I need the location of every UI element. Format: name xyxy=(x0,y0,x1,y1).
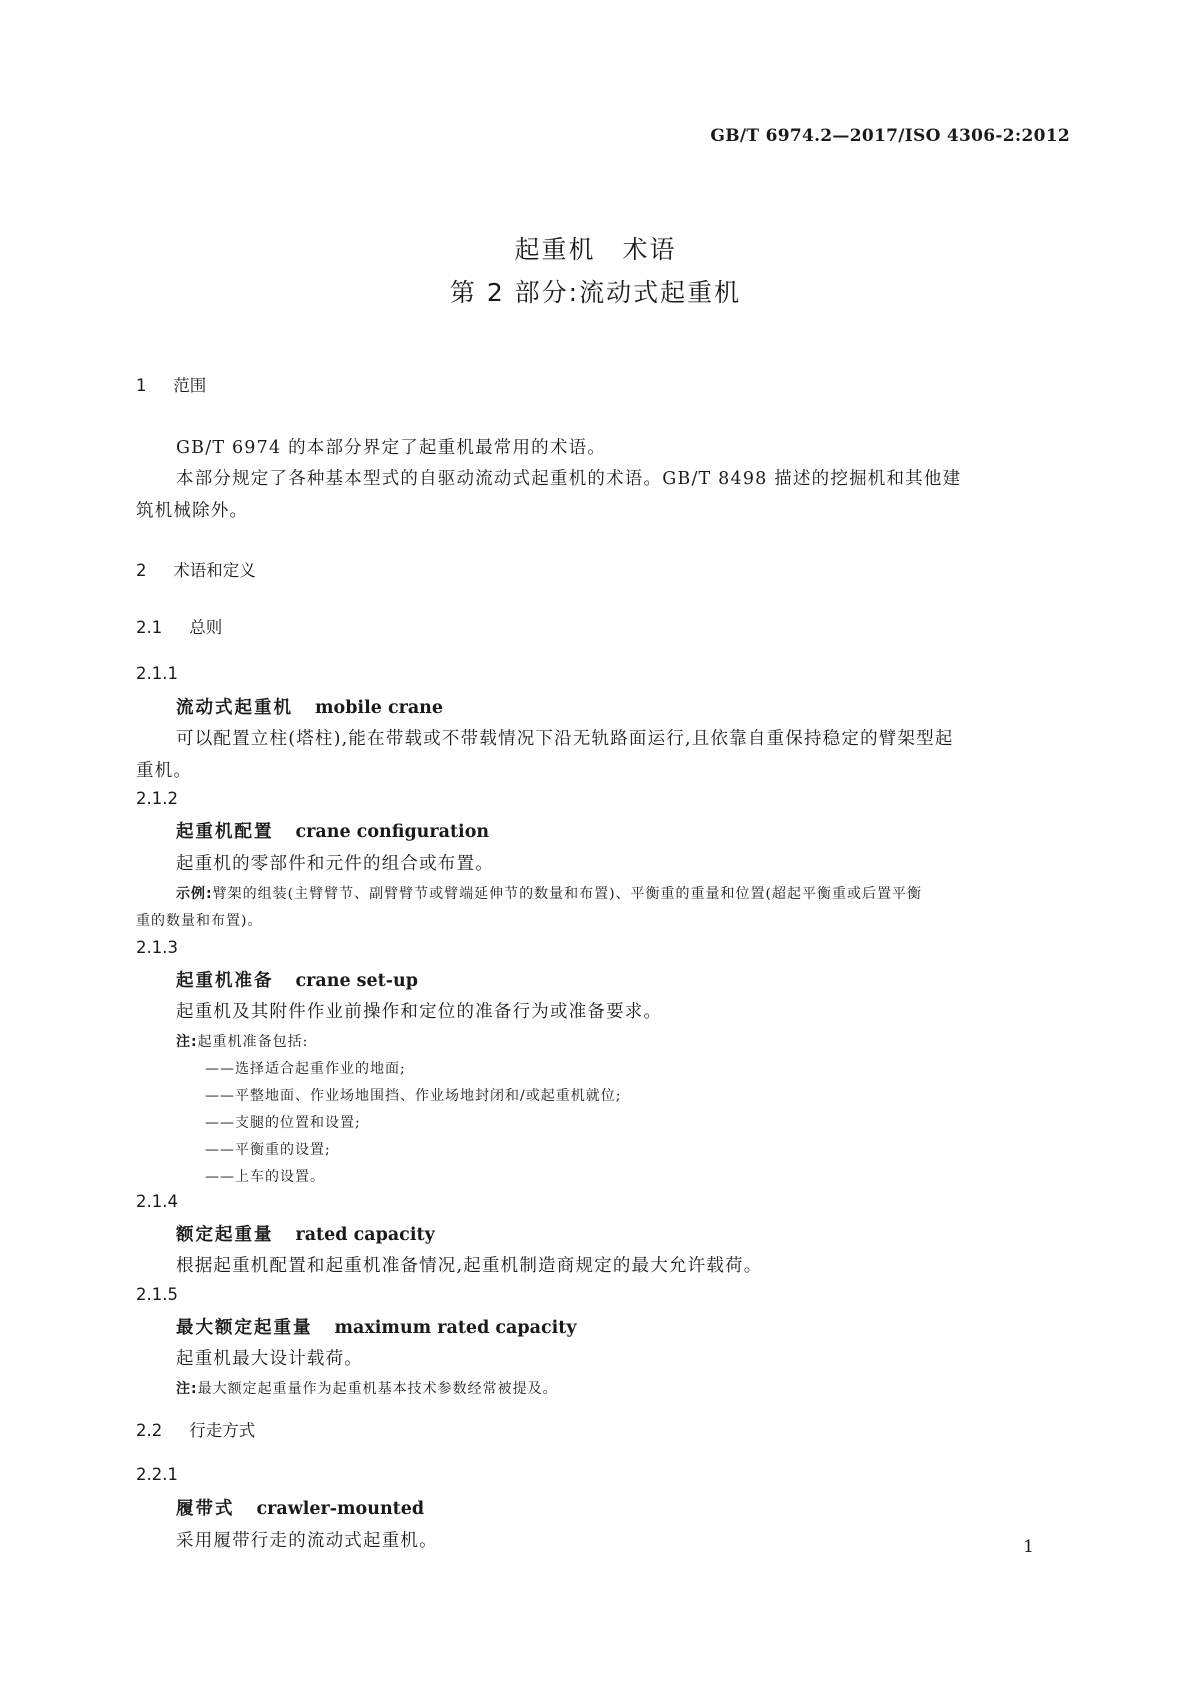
note-label: 注: xyxy=(176,1381,198,1397)
section-2-2-heading xyxy=(136,1417,255,1441)
term-number-2-1-1: 2.1.1 xyxy=(136,664,178,683)
scope-paragraph-1: GB/T 6974 的本部分界定了起重机最常用的术语。 xyxy=(176,438,606,458)
term-2-2-1 xyxy=(176,1495,424,1520)
term-2-1-5 xyxy=(176,1314,577,1339)
section-number: 2.1 xyxy=(136,618,163,637)
example-label: 示例: xyxy=(176,886,213,902)
term-en: mobile crane xyxy=(315,698,444,718)
example-line-1: 示例:臂架的组装(主臂臂节、副臂臂节或臂端延伸节的数量和布置)、平衡重的重量和位置(超起平衡重或后置平衡 xyxy=(176,886,922,902)
example-line-2: 重的数量和布置)。 xyxy=(136,913,263,929)
term-definition-line-1: 可以配置立柱(塔柱),能在带载或不带载情况下沿无轨路面运行,且依靠自重保持稳定的臂架型起 xyxy=(176,729,954,749)
scope-paragraph-2-line-1: 本部分规定了各种基本型式的自驱动流动式起重机的术语。GB/T 8498 描述的挖掘机和其他建 xyxy=(176,469,962,489)
scope-paragraph-2-line-2: 筑机械除外。 xyxy=(136,501,249,521)
section-2-1-heading xyxy=(136,614,222,638)
note-list-item: ——平衡重的设置; xyxy=(205,1142,331,1158)
term-en: rated capacity xyxy=(295,1225,435,1245)
term-zh: 额定起重量 xyxy=(176,1225,274,1245)
term-number-2-1-4: 2.1.4 xyxy=(136,1192,178,1211)
note-list-item: ——上车的设置。 xyxy=(205,1169,325,1185)
term-number-2-2-1: 2.2.1 xyxy=(136,1465,178,1484)
document-subtitle: 第 2 部分:流动式起重机 xyxy=(449,278,742,307)
term-zh: 流动式起重机 xyxy=(176,698,293,718)
section-number: 2 xyxy=(136,561,147,580)
section-2-heading xyxy=(136,557,256,581)
term-en: crawler-mounted xyxy=(256,1499,425,1519)
term-zh: 最大额定起重量 xyxy=(176,1318,313,1338)
section-1-heading xyxy=(136,372,206,396)
term-2-1-2 xyxy=(176,818,489,843)
term-definition: 起重机的零部件和元件的组合或布置。 xyxy=(176,854,494,874)
term-zh: 起重机配置 xyxy=(176,822,274,842)
term-number-2-1-3: 2.1.3 xyxy=(136,938,178,957)
term-number-2-1-2: 2.1.2 xyxy=(136,789,178,808)
section-title: 范围 xyxy=(173,376,207,395)
section-title: 总则 xyxy=(189,618,223,637)
note-line: 注:起重机准备包括: xyxy=(176,1034,309,1050)
term-definition: 起重机最大设计载荷。 xyxy=(176,1349,363,1369)
section-title: 术语和定义 xyxy=(173,561,256,580)
note-label: 注: xyxy=(176,1034,198,1050)
standard-code-header: GB/T 6974.2—2017/ISO 4306-2:2012 xyxy=(710,126,1070,146)
note-list-item: ——选择适合起重作业的地面; xyxy=(205,1061,406,1077)
term-definition: 采用履带行走的流动式起重机。 xyxy=(176,1531,438,1551)
term-2-1-1 xyxy=(176,694,443,719)
term-en: maximum rated capacity xyxy=(334,1318,577,1338)
term-zh: 起重机准备 xyxy=(176,971,274,991)
page-number: 1 xyxy=(1023,1537,1034,1557)
term-definition-line-2: 重机。 xyxy=(136,761,193,781)
term-definition: 根据起重机配置和起重机准备情况,起重机制造商规定的最大允许载荷。 xyxy=(176,1256,763,1276)
term-en: crane configuration xyxy=(295,822,490,842)
term-number-2-1-5: 2.1.5 xyxy=(136,1285,178,1304)
note-list-item: ——支腿的位置和设置; xyxy=(205,1115,361,1131)
note-list-item: ——平整地面、作业场地围挡、作业场地封闭和/或起重机就位; xyxy=(205,1088,622,1104)
term-2-1-4 xyxy=(176,1221,435,1246)
term-definition: 起重机及其附件作业前操作和定位的准备行为或准备要求。 xyxy=(176,1002,663,1022)
term-en: crane set-up xyxy=(295,971,418,991)
section-title: 行走方式 xyxy=(189,1421,256,1440)
section-number: 1 xyxy=(136,376,147,395)
document-title: 起重机 术语 xyxy=(514,235,677,264)
term-zh: 履带式 xyxy=(176,1499,235,1519)
section-number: 2.2 xyxy=(136,1421,163,1440)
term-2-1-3 xyxy=(176,967,418,992)
note-line: 注:最大额定起重量作为起重机基本技术参数经常被提及。 xyxy=(176,1381,558,1397)
